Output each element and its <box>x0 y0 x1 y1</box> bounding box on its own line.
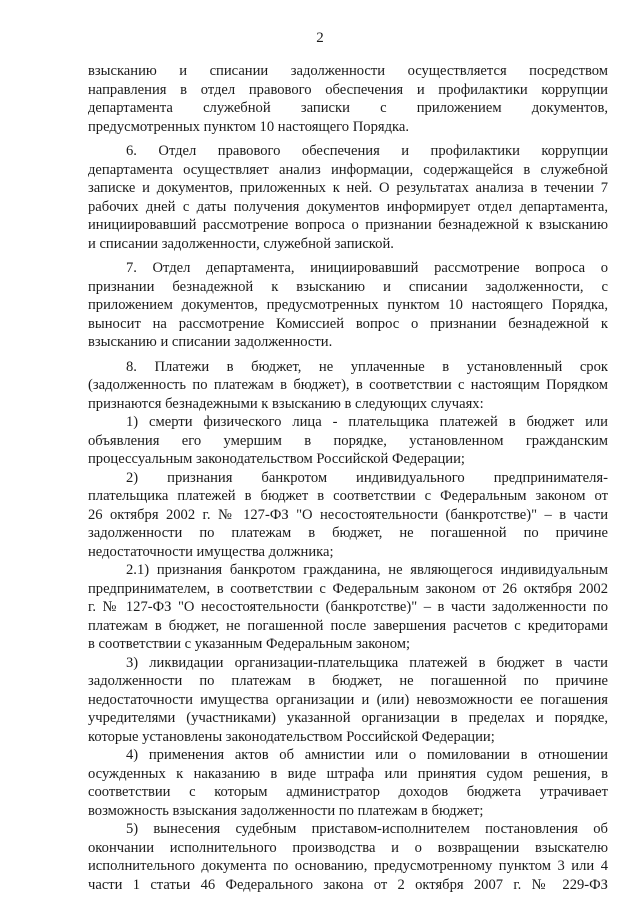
text-line: части 1 статьи 46 Федерального закона от 2 октября 2007 г. № 229-ФЗ <box>88 876 608 893</box>
text-line: окончании исполнительного производства и о возвращении взыскателю <box>88 839 608 856</box>
page-number: 2 <box>316 30 324 46</box>
text-line: департамента осуществляет анализ информации, содержащейся в служебной <box>88 161 608 178</box>
text-line: плательщика платежей в бюджет в соответствии с Федеральным законом от <box>88 488 608 504</box>
text-line: департамента служебной записки с приложением документов, <box>88 100 608 116</box>
text-line: 4) применения актов об амнистии или о помиловании в отношении <box>126 747 608 763</box>
text-line: процессуальным законодательством Российской Федерации; <box>88 451 465 467</box>
text-line: в соответствии с указанным Федеральным законом; <box>88 636 411 652</box>
text-line: направления в отдел правового обеспечения и профилактики коррупции <box>88 81 608 98</box>
text-line: исполнительного документа по основанию, предусмотренному пунктом 3 или 4 <box>88 858 608 874</box>
text-line: выносит на рассмотрение Комиссией вопрос о признании безнадежной к <box>88 315 608 332</box>
text-line: признаются безнадежными к взысканию в следующих случаях: <box>88 395 484 412</box>
text-line: соответствии с которым администратор доходов бюджета утрачивает <box>88 784 608 800</box>
text-line: возможность взыскания задолженности по платежам в бюджет; <box>88 802 484 819</box>
text-line: которые установлены законодательством Российской Федерации; <box>88 728 495 745</box>
text-line: приложением документов, предусмотренных пунктом 10 настоящего Порядка, <box>88 297 608 313</box>
text-line: 26 октября 2002 г. № 127-ФЗ "О несостоятельности (банкротстве)" – в части <box>88 506 608 523</box>
text-line: предпринимателем, в соответствии с Федеральным законом от 26 октября 2002 <box>88 580 608 597</box>
text-line: рабочих дней с даты получения документов информирует отдел департамента, <box>88 198 608 215</box>
text-line: предусмотренных пунктом 10 настоящего Порядка. <box>88 118 410 135</box>
text-line: 5) вынесения судебным приставом-исполнителем постановления об <box>126 821 608 837</box>
text-line: недостаточности имущества организации и (или) невозможности ее погашения <box>88 691 608 708</box>
document-body <box>88 62 608 894</box>
text-line: г. № 127-ФЗ "О несостоятельности (банкротстве)" – в части задолженности по <box>88 599 608 615</box>
text-line: (задолженность по платежам в бюджет), в соответствии с настоящим Порядком <box>88 377 608 393</box>
text-line: учредителями (участниками) указанной организации в пределах и порядке, <box>88 710 608 726</box>
text-line: 1) смерти физического лица - плательщика платежей в бюджет или <box>126 414 608 430</box>
text-line: 6. Отдел правового обеспечения и профилактики коррупции <box>126 143 608 159</box>
text-line: взысканию и списании задолженности. <box>88 334 333 350</box>
text-line: и списании задолженности, служебной запиской. <box>88 235 394 252</box>
text-line: задолженности по платежам в бюджет, не погашенной по причине <box>88 673 608 689</box>
text-line: 2) признания банкротом индивидуального предпринимателя- <box>126 469 608 486</box>
text-line: 3) ликвидации организации-плательщика платежей в бюджет в части <box>126 654 608 671</box>
text-line: 7. Отдел департамента, инициировавший рассмотрение вопроса о <box>126 260 608 276</box>
text-line: объявления его умершим в порядке, установленном гражданским <box>88 432 608 449</box>
text-line: записке и документов, приложенных к ней. О результатах анализа в течении 7 <box>88 180 608 196</box>
text-line: 8. Платежи в бюджет, не уплаченные в установленный срок <box>126 358 608 375</box>
text-line: недостаточности имущества должника; <box>88 543 334 560</box>
text-line: осужденных к наказанию в виде штрафа или принятия судом решения, в <box>88 765 608 782</box>
text-line: платежам в бюджет, не погашенной после завершения расчетов с кредиторами <box>88 617 608 634</box>
text-line: 2.1) признания банкротом гражданина, не являющегося индивидуальным <box>126 562 608 578</box>
text-line: взысканию и списании задолженности осуществляется посредством <box>88 63 608 79</box>
text-line: инициировавший рассмотрение вопроса о признании безнадежной к взысканию <box>88 217 608 233</box>
text-line: задолженности по платежам в бюджет, не погашенной по причине <box>88 525 608 541</box>
text-line: признании безнадежной к взысканию и списании задолженности, с <box>88 278 608 295</box>
